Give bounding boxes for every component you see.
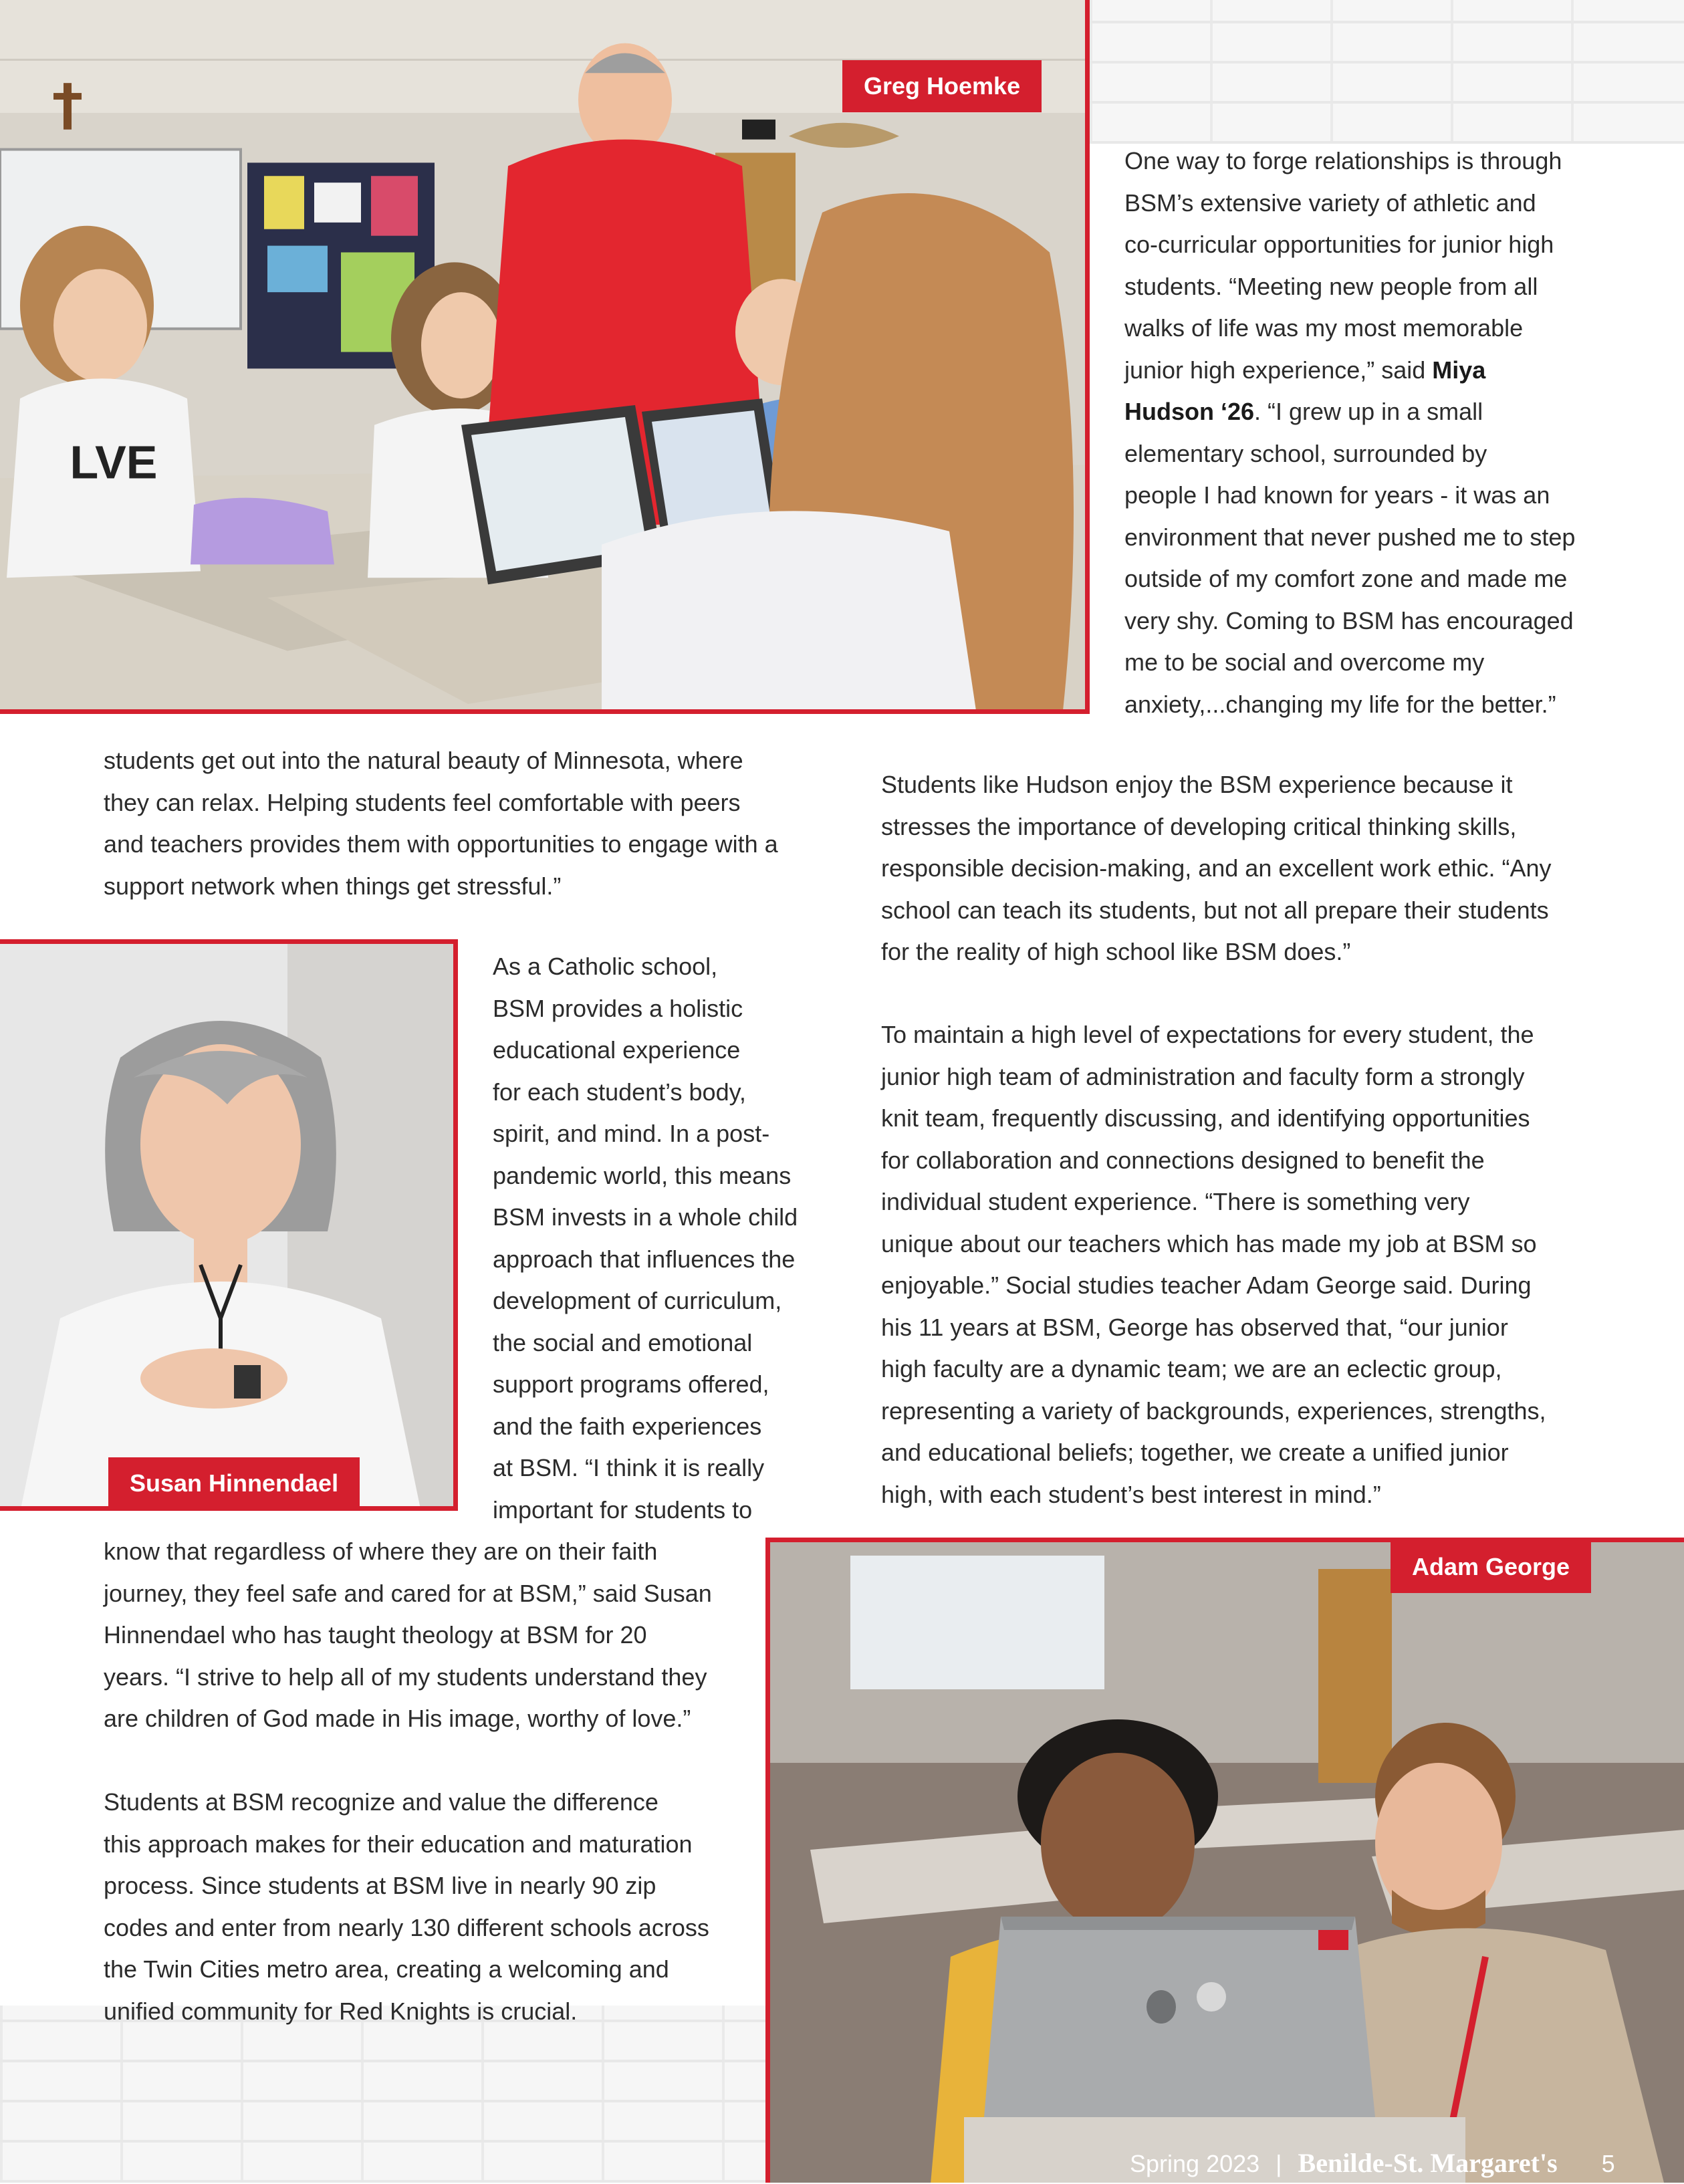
text-line: educational experience — [493, 1036, 741, 1064]
student-name-hudson: Hudson ‘26 — [1124, 398, 1255, 425]
text-line: support programs offered, — [493, 1370, 769, 1398]
photo-caption-adam-george: Adam George — [1391, 1541, 1591, 1593]
text-line: approach that influences the — [493, 1245, 796, 1273]
text-line: elementary school, surrounded by — [1124, 439, 1487, 467]
text-line: BSM invests in a whole child — [493, 1203, 798, 1231]
text-line: and educational beliefs; together, we create a unified junior — [881, 1439, 1509, 1466]
text-line: the social and emotional — [493, 1328, 753, 1356]
text-line: environment that never pushed me to step — [1124, 523, 1576, 551]
text-line: and the faith experiences — [493, 1412, 762, 1440]
text-line: stresses the importance of developing critical thinking skills, — [881, 812, 1517, 840]
text-line: junior high team of administration and faculty form a strongly — [881, 1062, 1525, 1090]
article-community-paragraph — [104, 1782, 745, 2032]
text-line: junior high experience,” said — [1124, 356, 1433, 384]
text-line: One way to forge relationships is through — [1124, 147, 1562, 174]
page-number: 5 — [1601, 2150, 1615, 2177]
article-faith-paragraph — [104, 1531, 745, 1740]
school-wordmark: Benilde-St. Margaret's — [1298, 2148, 1558, 2178]
text-line: the Twin Cities metro area, creating a welcoming and — [104, 1955, 669, 1983]
page-footer — [1130, 2143, 1615, 2183]
text-line: they can relax. Helping students feel comfortable with peers — [104, 788, 741, 816]
text-line: high, with each student’s best interest in mind.” — [881, 1480, 1381, 1508]
text-line: As a Catholic school, — [493, 953, 718, 980]
text-line: people I had known for years - it was an — [1124, 481, 1550, 509]
text-line: very shy. Coming to BSM has encouraged — [1124, 606, 1574, 634]
text-line: BSM’s extensive variety of athletic and — [1124, 189, 1536, 217]
text-line: pandemic world, this means — [493, 1161, 792, 1189]
text-line: know that regardless of where they are on their faith — [104, 1538, 658, 1565]
photo-caption-susan-hinnendael: Susan Hinnendael — [108, 1457, 360, 1509]
article-catholic-paragraph — [493, 946, 814, 1531]
article-athletics-paragraph — [1124, 140, 1666, 725]
text-line: years. “I strive to help all of my students understand they — [104, 1663, 707, 1691]
text-line: responsible decision-making, and an excellent work ethic. “Any — [881, 854, 1552, 882]
text-line: his 11 years at BSM, George has observed that, “our junior — [881, 1313, 1508, 1341]
text-line: BSM provides a holistic — [493, 994, 743, 1022]
article-expectations-paragraph — [881, 1014, 1670, 1515]
text-line: for collaboration and connections designed to benefit the — [881, 1146, 1485, 1174]
text-line: me to be social and overcome my — [1124, 648, 1485, 676]
text-line: Hinnendael who has taught theology at BSM for 20 — [104, 1621, 647, 1649]
text-line: representing a variety of backgrounds, experiences, strengths, — [881, 1397, 1546, 1425]
text-line: Students like Hudson enjoy the BSM experience because it — [881, 771, 1513, 798]
text-line: walks of life was my most memorable — [1124, 314, 1524, 342]
text-line: students. “Meeting new people from all — [1124, 272, 1538, 300]
text-line: for the reality of high school like BSM does.” — [881, 938, 1351, 965]
text-line: anxiety,...changing my life for the better.” — [1124, 690, 1556, 718]
text-line: unique about our teachers which has made my job at BSM so — [881, 1229, 1537, 1257]
text-line: enjoyable.” Social studies teacher Adam George said. During — [881, 1271, 1532, 1299]
text-line: are children of God made in His image, worthy of love.” — [104, 1705, 691, 1732]
love-shirt-text: LVE — [70, 436, 158, 489]
text-line: this approach makes for their education and maturation — [104, 1830, 693, 1858]
text-line: important for students to — [493, 1495, 753, 1524]
text-line: unified community for Red Knights is crucial. — [104, 1997, 578, 2025]
text-line: individual student experience. “There is something very — [881, 1188, 1470, 1215]
text-line: support network when things get stressful.” — [104, 872, 562, 900]
brick-background-top — [1090, 0, 1684, 144]
text-line: To maintain a high level of expectations for every student, the — [881, 1021, 1534, 1048]
text-line: Students at BSM recognize and value the difference — [104, 1788, 658, 1816]
text-line: . “I grew up in a small — [1254, 398, 1483, 425]
text-line: process. Since students at BSM live in nearly 90 zip — [104, 1872, 656, 1899]
text-line: students get out into the natural beauty of Minnesota, where — [104, 747, 743, 774]
text-line: development of curriculum, — [493, 1287, 782, 1314]
text-line: journey, they feel safe and cared for at BSM,” said Susan — [104, 1579, 712, 1607]
issue-label: Spring 2023 — [1130, 2150, 1260, 2177]
photo-caption-greg-hoemke: Greg Hoemke — [842, 60, 1042, 112]
text-line: high faculty are a dynamic team; we are an eclectic group, — [881, 1355, 1502, 1382]
text-line: outside of my comfort zone and made me — [1124, 565, 1568, 592]
article-intro-paragraph — [104, 740, 812, 907]
text-line: and teachers provides them with opportunities to engage with a — [104, 830, 778, 858]
footer-separator: | — [1276, 2150, 1282, 2177]
bottom-classroom-photo — [765, 1538, 1684, 2183]
text-line: at BSM. “I think it is really — [493, 1454, 765, 1481]
article-hudson-paragraph — [881, 764, 1670, 973]
text-line: for each student’s body, — [493, 1078, 746, 1106]
text-line: spirit, and mind. In a post- — [493, 1120, 770, 1147]
text-line: school can teach its students, but not all prepare their students — [881, 896, 1549, 924]
text-line: codes and enter from nearly 130 different schools across — [104, 1913, 709, 1941]
student-name-miya: Miya — [1432, 356, 1486, 384]
teacher-portrait-photo — [0, 939, 458, 1511]
text-line: co-curricular opportunities for junior high — [1124, 231, 1554, 258]
text-line: knit team, frequently discussing, and identifying opportunities — [881, 1104, 1530, 1132]
